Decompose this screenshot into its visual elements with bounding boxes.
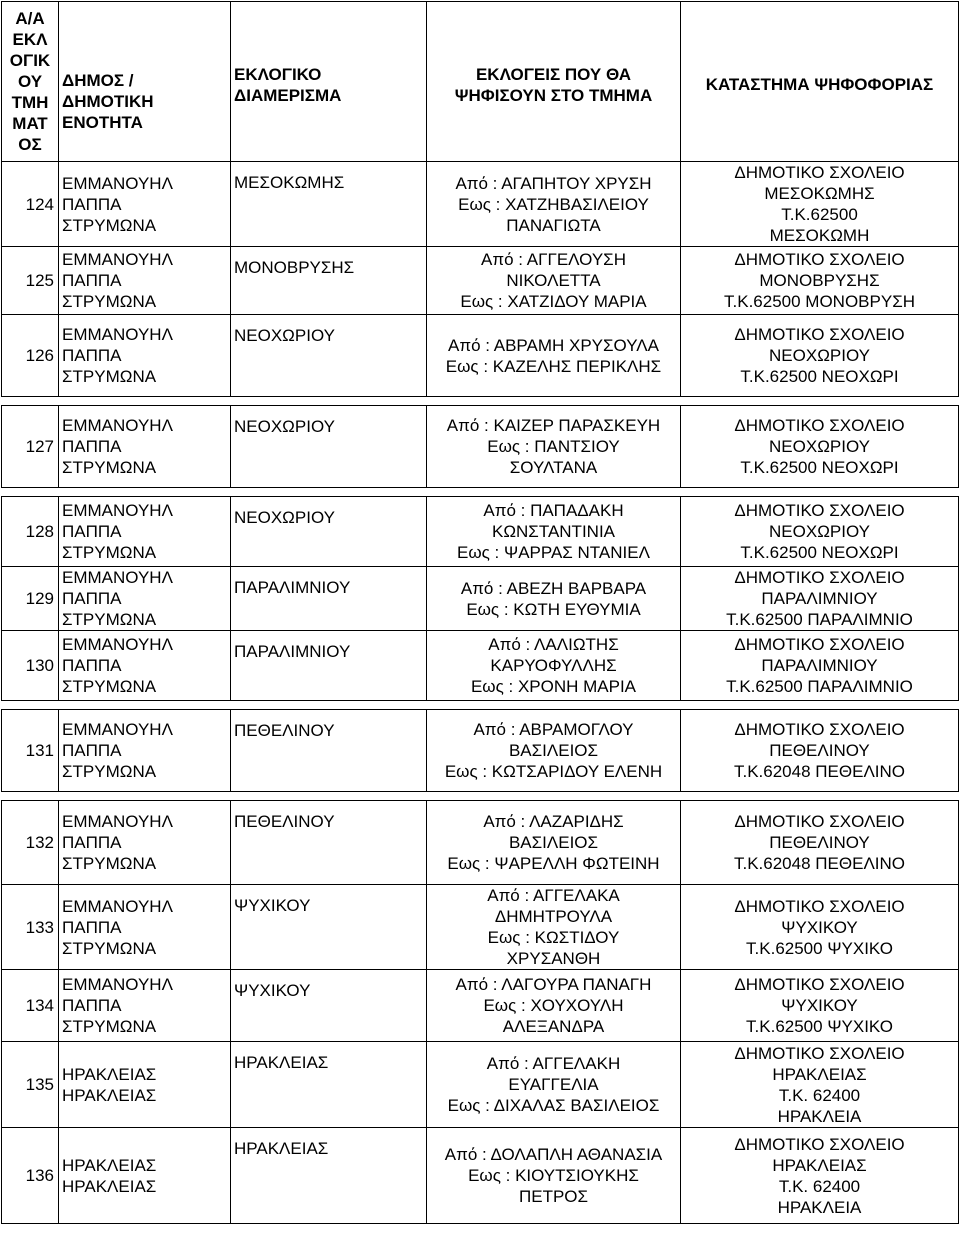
municipality-cell-line: ΠΑΠΠΑ <box>62 194 122 214</box>
row-number: 125 <box>2 247 59 315</box>
voters-range-cell-line: Εως : ΚΙΟΥΤΣΙΟΥΚΗΣ <box>468 1166 639 1185</box>
voters-range-cell <box>427 885 681 970</box>
polling-station-cell-line: ΜΕΣΟΚΩΜΗ <box>769 226 870 245</box>
district-cell: ΠΑΡΑΛΙΜΝΙΟΥ <box>231 631 427 701</box>
row-separator-cell <box>2 792 959 801</box>
municipality-cell-line: ΗΡΑΚΛΕΙΑΣ <box>62 1064 157 1084</box>
municipality-cell-line: ΕΜΜΑΝΟΥΗΛ <box>62 416 173 435</box>
district-cell: ΨΥΧΙΚΟΥ <box>231 885 427 970</box>
municipality-cell-line: ΠΑΠΠΑ <box>62 656 122 675</box>
row-number: 124 <box>2 162 59 247</box>
district-cell: ΝΕΟΧΩΡΙΟΥ <box>231 497 427 567</box>
polling-station-cell <box>681 885 959 970</box>
municipality-cell-line: ΠΑΠΠΑ <box>62 271 122 290</box>
polling-station-cell-line: ΜΟΝΟΒΡΥΣΗΣ <box>759 271 880 290</box>
municipality-cell-line: ΕΜΜΑΝΟΥΗΛ <box>62 501 173 520</box>
voters-range-cell-line: Εως : ΚΩΣΤΙΔΟΥ <box>487 928 620 947</box>
district-cell: ΗΡΑΚΛΕΙΑΣ <box>231 1042 427 1128</box>
polling-station-cell-line: ΔΗΜΟΤΙΚΟ ΣΧΟΛΕΙΟ <box>734 1043 905 1063</box>
polling-station-cell-line: Τ.Κ.62048 ΠΕΘΕΛΙΝΟ <box>733 854 906 873</box>
polling-station-cell-line: ΠΑΡΑΛΙΜΝΙΟΥ <box>761 656 878 675</box>
polling-station-cell <box>681 710 959 792</box>
voters-range-cell <box>427 162 681 247</box>
voters-range-cell-line: Από : ΑΓΓΕΛΑΚΑ <box>487 886 620 905</box>
municipality-cell-line: ΠΑΠΠΑ <box>62 741 122 760</box>
municipality-cell-line: ΣΤΡΥΜΩΝΑ <box>62 292 157 311</box>
voters-range-cell-line: Από : ΚΑΙΖΕΡ ΠΑΡΑΣΚΕΥΗ <box>446 416 661 435</box>
voters-range-cell-line: Εως : ΚΩΤΣΑΡΙΔΟΥ ΕΛΕΝΗ <box>444 762 663 781</box>
polling-station-cell-line: Τ.Κ.62048 ΠΕΘΕΛΙΝΟ <box>733 762 906 781</box>
voters-range-cell <box>427 801 681 885</box>
header-municipality-line: ΔΗΜΟΣ / <box>62 71 134 90</box>
table-row <box>2 567 959 631</box>
municipality-cell-line: ΣΤΡΥΜΩΝΑ <box>62 367 157 386</box>
polling-station-cell-line: ΜΕΣΟΚΩΜΗΣ <box>764 184 875 203</box>
polling-station-cell-line: Τ.Κ.62500 ΝΕΟΧΩΡΙ <box>740 367 899 386</box>
table-row <box>2 885 959 970</box>
voters-range-cell-line: Από : ΑΒΕΖΗ ΒΑΡΒΑΡΑ <box>460 578 647 598</box>
municipality-cell-line: ΕΜΜΑΝΟΥΗΛ <box>62 812 173 831</box>
district-cell: ΗΡΑΚΛΕΙΑΣ <box>231 1128 427 1224</box>
polling-station-cell <box>681 1042 959 1128</box>
municipality-cell-line: ΗΡΑΚΛΕΙΑΣ <box>62 1085 157 1105</box>
polling-station-cell-line: ΔΗΜΟΤΙΚΟ ΣΧΟΛΕΙΟ <box>734 501 905 520</box>
polling-station-cell-line: ΨΥΧΙΚΟΥ <box>781 996 858 1015</box>
polling-station-cell <box>681 497 959 567</box>
voters-range-cell-line: Από : ΑΓΓΕΛΟΥΣΗ <box>481 250 626 269</box>
voters-range-cell <box>427 970 681 1042</box>
polling-station-cell-line: ΔΗΜΟΤΙΚΟ ΣΧΟΛΕΙΟ <box>734 720 905 739</box>
header-voters-line: ΨΗΦΙΣΟΥΝ ΣΤΟ ΤΜΗΜΑ <box>454 86 653 105</box>
polling-stations-table <box>1 1 959 1224</box>
row-separator <box>2 792 959 801</box>
municipality-cell <box>59 247 231 315</box>
municipality-cell-line: ΠΑΠΠΑ <box>62 833 122 852</box>
polling-station-cell-line: Τ.Κ.62500 ΨΥΧΙΚΟ <box>746 938 893 958</box>
header-voters-line: ΕΚΛΟΓΕΙΣ ΠΟΥ ΘΑ <box>475 65 632 84</box>
municipality-cell-line: ΗΡΑΚΛΕΙΑΣ <box>62 1176 157 1196</box>
row-separator <box>2 397 959 406</box>
voters-range-cell-line: Από : ΛΑΓΟΥΡΑ ΠΑΝΑΓΗ <box>455 975 652 994</box>
polling-station-cell <box>681 970 959 1042</box>
municipality-cell <box>59 1128 231 1224</box>
table-row <box>2 406 959 488</box>
municipality-cell-line: ΠΑΠΠΑ <box>62 996 122 1015</box>
header-aa-line: ΤΜΗ <box>11 93 49 112</box>
row-separator <box>2 488 959 497</box>
polling-station-cell-line: ΨΥΧΙΚΟΥ <box>781 917 858 937</box>
polling-station-cell-line: Τ.Κ.62500 <box>781 205 858 224</box>
polling-station-cell-line: ΔΗΜΟΤΙΚΟ ΣΧΟΛΕΙΟ <box>734 975 905 994</box>
voters-range-cell-line: ΠΕΤΡΟΣ <box>518 1187 589 1206</box>
voters-range-cell-line: Εως : ΧΑΤΖΙΔΟΥ ΜΑΡΙΑ <box>460 292 647 311</box>
polling-station-cell-line: ΔΗΜΟΤΙΚΟ ΣΧΟΛΕΙΟ <box>734 812 905 831</box>
voters-range-cell-line: Εως : ΧΡΟΝΗ ΜΑΡΙΑ <box>470 677 637 696</box>
voters-range-cell-line: ΒΑΣΙΛΕΙΟΣ <box>508 833 599 852</box>
district-cell: ΜΟΝΟΒΡΥΣΗΣ <box>231 247 427 315</box>
voters-range-cell-line: Εως : ΚΑΖΕΛΗΣ ΠΕΡΙΚΛΗΣ <box>445 356 662 376</box>
voters-range-cell <box>427 406 681 488</box>
district-cell: ΝΕΟΧΩΡΙΟΥ <box>231 406 427 488</box>
table-row <box>2 801 959 885</box>
municipality-cell-line: ΗΡΑΚΛΕΙΑΣ <box>62 1155 157 1175</box>
municipality-cell <box>59 1042 231 1128</box>
municipality-cell <box>59 631 231 701</box>
polling-station-cell-line: ΗΡΑΚΛΕΙΑΣ <box>772 1155 867 1175</box>
municipality-cell-line: ΣΤΡΥΜΩΝΑ <box>62 1017 157 1036</box>
header-aa-line: ΟΥ <box>17 72 43 91</box>
voters-range-cell-line: Από : ΑΓΓΕΛΑΚΗ <box>486 1054 621 1073</box>
polling-station-cell-line: ΠΕΘΕΛΙΝΟΥ <box>769 741 870 760</box>
table-row <box>2 631 959 701</box>
polling-station-cell-line: Τ.Κ. 62400 <box>778 1085 861 1105</box>
row-separator <box>2 701 959 710</box>
municipality-cell-line: ΣΤΡΥΜΩΝΑ <box>62 215 157 235</box>
row-number: 128 <box>2 497 59 567</box>
header-aa-line: ΟΓΙΚ <box>9 51 51 70</box>
table-row <box>2 1042 959 1128</box>
polling-station-cell-line: ΔΗΜΟΤΙΚΟ ΣΧΟΛΕΙΟ <box>734 1134 905 1154</box>
row-number: 129 <box>2 567 59 631</box>
header-district <box>231 2 427 162</box>
table-row <box>2 247 959 315</box>
header-aa-line: ΜΑΤ <box>12 114 48 133</box>
header-aa <box>2 2 59 162</box>
table-row <box>2 315 959 397</box>
polling-station-cell-line: Τ.Κ.62500 ΠΑΡΑΛΙΜΝΙΟ <box>726 677 913 696</box>
table-body <box>2 162 959 1224</box>
municipality-cell <box>59 885 231 970</box>
row-number: 133 <box>2 885 59 970</box>
municipality-cell-line: ΠΑΠΠΑ <box>62 437 122 456</box>
municipality-cell <box>59 162 231 247</box>
polling-station-cell-line: ΗΡΑΚΛΕΙΑΣ <box>772 1064 867 1084</box>
row-separator-cell <box>2 488 959 497</box>
header-aa-line: Α/Α <box>15 9 45 28</box>
row-number: 130 <box>2 631 59 701</box>
polling-station-cell-line: ΔΗΜΟΤΙΚΟ ΣΧΟΛΕΙΟ <box>734 896 905 916</box>
voters-range-cell-line: Από : ΛΑΛΙΩΤΗΣ <box>488 635 619 654</box>
row-separator-cell <box>2 701 959 710</box>
voters-range-cell-line: Εως : ΧΑΤΖΗΒΑΣΙΛΕΙΟΥ <box>458 194 649 214</box>
polling-station-cell-line: ΠΑΡΑΛΙΜΝΙΟΥ <box>761 589 878 608</box>
polling-station-cell-line: Τ.Κ. 62400 <box>778 1176 861 1196</box>
municipality-cell-line: ΕΜΜΑΝΟΥΗΛ <box>62 568 173 587</box>
header-district-line: ΔΙΑΜΕΡΙΣΜΑ <box>234 86 342 105</box>
voters-range-cell-line: ΚΑΡΥΟΦΥΛΛΗΣ <box>490 656 617 675</box>
municipality-cell-line: ΕΜΜΑΝΟΥΗΛ <box>62 173 173 193</box>
header-district-line: ΕΚΛΟΓΙΚΟ <box>234 65 322 84</box>
row-number: 132 <box>2 801 59 885</box>
municipality-cell-line: ΣΤΡΥΜΩΝΑ <box>62 458 157 477</box>
municipality-cell-line: ΣΤΡΥΜΩΝΑ <box>62 854 157 873</box>
polling-station-cell-line: ΔΗΜΟΤΙΚΟ ΣΧΟΛΕΙΟ <box>734 163 905 182</box>
header-municipality <box>59 2 231 162</box>
polling-station-cell-line: ΝΕΟΧΩΡΙΟΥ <box>769 522 870 541</box>
district-cell: ΝΕΟΧΩΡΙΟΥ <box>231 315 427 397</box>
polling-station-cell-line: Τ.Κ.62500 ΝΕΟΧΩΡΙ <box>740 543 899 562</box>
polling-station-cell-line: ΔΗΜΟΤΙΚΟ ΣΧΟΛΕΙΟ <box>734 416 905 435</box>
municipality-cell-line: ΕΜΜΑΝΟΥΗΛ <box>62 325 173 344</box>
voters-range-cell <box>427 631 681 701</box>
municipality-cell-line: ΕΜΜΑΝΟΥΗΛ <box>62 896 173 916</box>
municipality-cell-line: ΕΜΜΑΝΟΥΗΛ <box>62 635 173 654</box>
voters-range-cell <box>427 710 681 792</box>
voters-range-cell <box>427 567 681 631</box>
polling-station-cell-line: ΔΗΜΟΤΙΚΟ ΣΧΟΛΕΙΟ <box>734 635 905 654</box>
voters-range-cell-line: Εως : ΨΑΡΕΛΛΗ ΦΩΤΕΙΝΗ <box>447 854 660 873</box>
voters-range-cell-line: Από : ΛΑΖΑΡΙΔΗΣ <box>483 812 624 831</box>
polling-station-cell-line: Τ.Κ.62500 ΨΥΧΙΚΟ <box>746 1017 893 1036</box>
table-row <box>2 162 959 247</box>
polling-station-cell <box>681 315 959 397</box>
polling-station-cell <box>681 567 959 631</box>
voters-range-cell-line: Εως : ΧΟΥΧΟΥΛΗ <box>483 996 624 1015</box>
polling-station-cell-line: ΝΕΟΧΩΡΙΟΥ <box>769 346 870 365</box>
voters-range-cell-line: ΕΥΑΓΓΕΛΙΑ <box>508 1075 599 1094</box>
voters-range-cell-line: ΒΑΣΙΛΕΙΟΣ <box>508 741 599 760</box>
header-store-line: ΚΑΤΑΣΤΗΜΑ ΨΗΦΟΦΟΡΙΑΣ <box>705 75 934 94</box>
voters-range-cell-line: Από : ΠΑΠΑΔΑΚΗ <box>483 501 624 520</box>
polling-station-cell <box>681 406 959 488</box>
voters-range-cell-line: Από : ΔΟΛΑΠΛΗ ΑΘΑΝΑΣΙΑ <box>444 1145 663 1164</box>
municipality-cell-line: ΕΜΜΑΝΟΥΗΛ <box>62 975 173 994</box>
municipality-cell-line: ΣΤΡΥΜΩΝΑ <box>62 762 157 781</box>
district-cell: ΠΕΘΕΛΙΝΟΥ <box>231 710 427 792</box>
district-cell: ΠΕΘΕΛΙΝΟΥ <box>231 801 427 885</box>
district-cell: ΨΥΧΙΚΟΥ <box>231 970 427 1042</box>
voters-range-cell-line: Από : ΑΒΡΑΜΟΓΛΟΥ <box>473 720 634 739</box>
row-number: 126 <box>2 315 59 397</box>
row-separator-cell <box>2 397 959 406</box>
municipality-cell <box>59 497 231 567</box>
row-number: 131 <box>2 710 59 792</box>
voters-range-cell-line: Εως : ΚΩΤΗ ΕΥΘΥΜΙΑ <box>466 599 641 619</box>
table-row <box>2 497 959 567</box>
polling-station-cell-line: ΝΕΟΧΩΡΙΟΥ <box>769 437 870 456</box>
municipality-cell <box>59 406 231 488</box>
header-aa-line: ΕΚΛ <box>12 30 48 49</box>
municipality-cell-line: ΣΤΡΥΜΩΝΑ <box>62 938 157 958</box>
header-aa-line: ΟΣ <box>18 135 42 154</box>
polling-station-cell-line: ΔΗΜΟΤΙΚΟ ΣΧΟΛΕΙΟ <box>734 250 905 269</box>
voters-range-cell-line: ΔΗΜΗΤΡΟΥΛΑ <box>494 907 613 926</box>
municipality-cell <box>59 315 231 397</box>
polling-station-cell <box>681 631 959 701</box>
municipality-cell <box>59 801 231 885</box>
polling-station-cell <box>681 1128 959 1224</box>
district-cell: ΜΕΣΟΚΩΜΗΣ <box>231 162 427 247</box>
polling-station-cell-line: ΗΡΑΚΛΕΙΑ <box>777 1106 862 1126</box>
row-number: 136 <box>2 1128 59 1224</box>
polling-station-cell-line: Τ.Κ.62500 ΜΟΝΟΒΡΥΣΗ <box>724 292 915 311</box>
voters-range-cell-line: ΝΙΚΟΛΕΤΤΑ <box>506 271 601 290</box>
polling-station-cell-line: ΠΕΘΕΛΙΝΟΥ <box>769 833 870 852</box>
header-store <box>681 2 959 162</box>
voters-range-cell-line: ΠΑΝΑΓΙΩΤΑ <box>506 215 601 235</box>
municipality-cell-line: ΣΤΡΥΜΩΝΑ <box>62 610 157 629</box>
voters-range-cell-line: Εως : ΔΙΧΑΛΑΣ ΒΑΣΙΛΕΙΟΣ <box>447 1096 660 1115</box>
municipality-cell <box>59 710 231 792</box>
municipality-cell-line: ΕΜΜΑΝΟΥΗΛ <box>62 250 173 269</box>
table-row <box>2 970 959 1042</box>
voters-range-cell-line: ΑΛΕΞΑΝΔΡΑ <box>502 1017 605 1036</box>
municipality-cell-line: ΕΜΜΑΝΟΥΗΛ <box>62 720 173 739</box>
polling-station-cell-line: Τ.Κ.62500 ΝΕΟΧΩΡΙ <box>740 458 899 477</box>
polling-station-cell <box>681 801 959 885</box>
row-number: 135 <box>2 1042 59 1128</box>
row-number: 127 <box>2 406 59 488</box>
municipality-cell-line: ΠΑΠΠΑ <box>62 522 122 541</box>
municipality-cell <box>59 970 231 1042</box>
municipality-cell-line: ΠΑΠΠΑ <box>62 589 122 608</box>
polling-station-cell <box>681 247 959 315</box>
row-number: 134 <box>2 970 59 1042</box>
polling-station-cell-line: ΔΗΜΟΤΙΚΟ ΣΧΟΛΕΙΟ <box>734 568 905 587</box>
header-municipality-line: ΕΝΟΤΗΤΑ <box>62 113 143 132</box>
voters-range-cell <box>427 1128 681 1224</box>
voters-range-cell <box>427 1042 681 1128</box>
voters-range-cell <box>427 497 681 567</box>
voters-range-cell-line: ΧΡΥΣΑΝΘΗ <box>506 949 601 968</box>
district-cell: ΠΑΡΑΛΙΜΝΙΟΥ <box>231 567 427 631</box>
polling-station-cell-line: ΔΗΜΟΤΙΚΟ ΣΧΟΛΕΙΟ <box>734 325 905 344</box>
header-row <box>2 2 959 162</box>
voters-range-cell-line: ΚΩΝΣΤΑΝΤΙΝΙΑ <box>491 522 616 541</box>
voters-range-cell <box>427 247 681 315</box>
voters-range-cell-line: Εως : ΨΑΡΡΑΣ ΝΤΑΝΙΕΛ <box>457 543 650 562</box>
table-row <box>2 1128 959 1224</box>
municipality-cell <box>59 567 231 631</box>
municipality-cell-line: ΣΤΡΥΜΩΝΑ <box>62 677 157 696</box>
municipality-cell-line: ΠΑΠΠΑ <box>62 346 122 365</box>
voters-range-cell <box>427 315 681 397</box>
voters-range-cell-line: Εως : ΠΑΝΤΣΙΟΥ <box>487 437 620 456</box>
voters-range-cell-line: Από : ΑΒΡΑΜΗ ΧΡΥΣΟΥΛΑ <box>448 335 659 355</box>
polling-station-cell <box>681 162 959 247</box>
header-municipality-line: ΔΗΜΟΤΙΚΗ <box>62 92 154 111</box>
table-row <box>2 710 959 792</box>
polling-station-cell-line: ΗΡΑΚΛΕΙΑ <box>777 1197 862 1217</box>
voters-range-cell-line: Από : ΑΓΑΠΗΤΟΥ ΧΡΥΣΗ <box>455 173 652 193</box>
municipality-cell-line: ΣΤΡΥΜΩΝΑ <box>62 543 157 562</box>
polling-station-cell-line: Τ.Κ.62500 ΠΑΡΑΛΙΜΝΙΟ <box>726 610 913 629</box>
municipality-cell-line: ΠΑΠΠΑ <box>62 917 122 937</box>
header-voters <box>427 2 681 162</box>
voters-range-cell-line: ΣΟΥΛΤΑΝΑ <box>509 458 598 477</box>
